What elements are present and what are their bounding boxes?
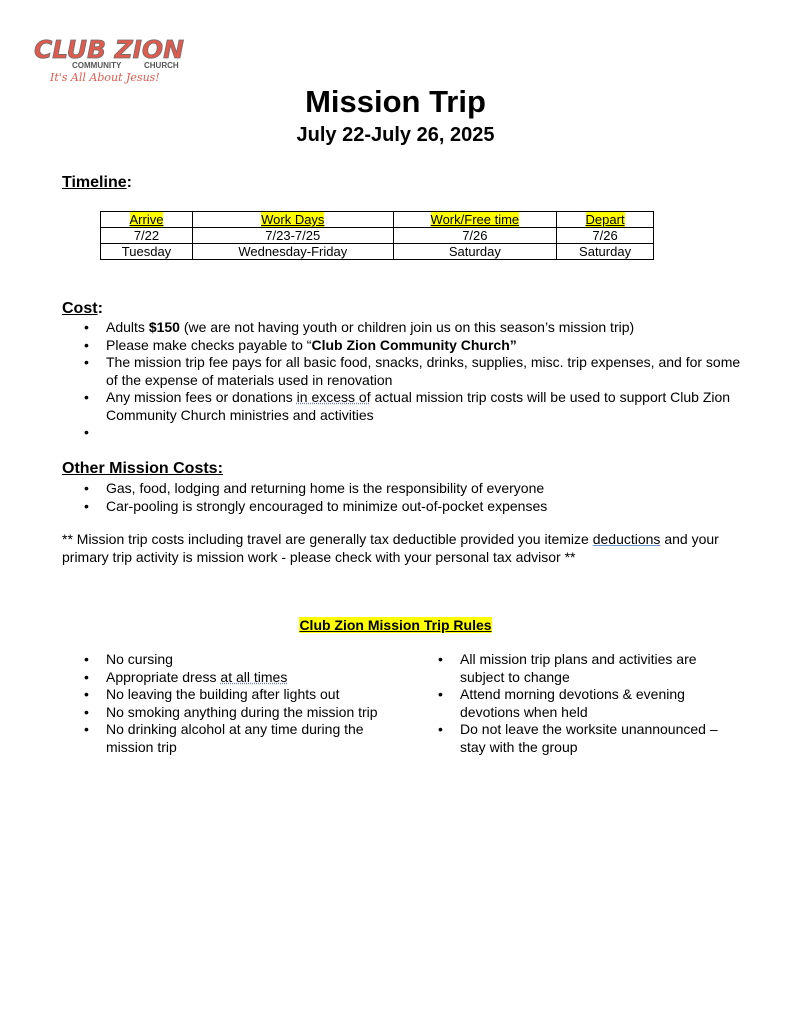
list-item — [62, 424, 742, 442]
trip-dates: July 22-July 26, 2025 — [296, 124, 495, 146]
rules-list-left — [62, 651, 382, 756]
timeline-header-cell — [101, 212, 193, 228]
spell-flagged-text: deductions — [592, 531, 661, 547]
timeline-col-depart: Depart — [585, 212, 625, 227]
cost-heading: Cost: — [62, 300, 103, 317]
cost-item-text: Any mission fees or donations — [106, 389, 297, 405]
tax-note-text: ** Mission trip costs including travel are generally tax deductible provided you itemize — [62, 531, 593, 547]
cost-list — [62, 319, 742, 442]
cost-item-text: Please make checks payable to “ — [106, 336, 312, 353]
list-item: • No cursing — [62, 651, 382, 669]
list-item: • No drinking alcohol at any time during the mission trip — [62, 721, 382, 756]
cost-item-text: Adults — [106, 319, 149, 335]
timeline-row — [101, 244, 654, 260]
timeline-col-arrive: Arrive — [129, 212, 164, 227]
tax-note — [62, 531, 732, 566]
timeline-col-work-days: Work Days — [261, 212, 325, 227]
logo-church-text: CHURCH — [144, 61, 179, 70]
timeline-cell: Saturday — [557, 244, 654, 260]
cost-heading-text: Cost — [62, 300, 98, 317]
list-item: • Attend morning devotions & evening devotions when held — [416, 686, 736, 721]
payee-name: Club Zion Community Church” — [311, 336, 517, 353]
timeline-cell: Saturday — [393, 244, 557, 260]
rules-list-right — [416, 651, 736, 756]
timeline-header-row — [101, 212, 654, 228]
list-item — [62, 337, 742, 355]
tax-note-text: and your primary trip activity is mission work - please check with your personal tax advisor ** — [62, 531, 719, 565]
list-item: • No leaving the building after lights out — [62, 686, 382, 704]
rules-title-text: Club Zion Mission Trip Rules — [299, 617, 492, 633]
other-costs-list — [62, 480, 742, 515]
cost-item-text: actual mission trip costs will be used to support Club Zion Community Church ministries and activities — [106, 389, 731, 423]
adult-price: $150 — [148, 319, 180, 335]
rules-title — [0, 617, 791, 633]
timeline-heading: Timeline: — [62, 174, 132, 191]
timeline-cell: Tuesday — [101, 244, 193, 260]
timeline-header-cell — [393, 212, 557, 228]
rule-text: Appropriate dress — [106, 668, 221, 685]
timeline-cell: 7/26 — [393, 228, 557, 244]
list-item — [62, 354, 742, 389]
timeline-col-work-free: Work/Free time — [430, 212, 520, 227]
cost-item-text: The mission trip fee pays for all basic food, snacks, drinks, supplies, misc. trip expenses, and for some of the expense of materials used in renovation — [106, 354, 741, 388]
timeline-cell: 7/22 — [101, 228, 193, 244]
list-item — [62, 389, 742, 424]
list-item: • No smoking anything during the mission trip — [62, 704, 382, 722]
timeline-cell: 7/23-7/25 — [192, 228, 393, 244]
timeline-header-cell — [557, 212, 654, 228]
other-costs-heading: Other Mission Costs: — [62, 460, 223, 477]
list-item — [62, 319, 742, 337]
list-item: • All mission trip plans and activities are subject to change — [416, 651, 736, 686]
timeline-cell: 7/26 — [557, 228, 654, 244]
timeline-table — [100, 211, 654, 260]
timeline-cell: Wednesday-Friday — [192, 244, 393, 260]
list-item: • Gas, food, lodging and returning home is the responsibility of everyone — [62, 480, 742, 498]
timeline-heading-text: Timeline — [62, 174, 127, 191]
grammar-flagged-text: in excess of — [296, 389, 371, 405]
list-item: • Do not leave the worksite unannounced – stay with the group — [416, 721, 736, 756]
timeline-row — [101, 228, 654, 244]
grammar-flagged-text: at all times — [220, 668, 288, 685]
logo-community-text: COMMUNITY — [72, 61, 122, 70]
cost-item-text: (we are not having youth or children join us on this season’s mission trip) — [179, 319, 635, 335]
timeline-header-cell — [192, 212, 393, 228]
page-title: Mission Trip — [305, 84, 486, 119]
logo-brand-text: CLUB ZION — [34, 35, 184, 64]
list-item — [62, 669, 382, 687]
list-item: • Car-pooling is strongly encouraged to minimize out-of-pocket expenses — [62, 498, 742, 516]
club-zion-logo — [32, 34, 188, 84]
logo-tagline: It's All About Jesus! — [50, 71, 160, 84]
